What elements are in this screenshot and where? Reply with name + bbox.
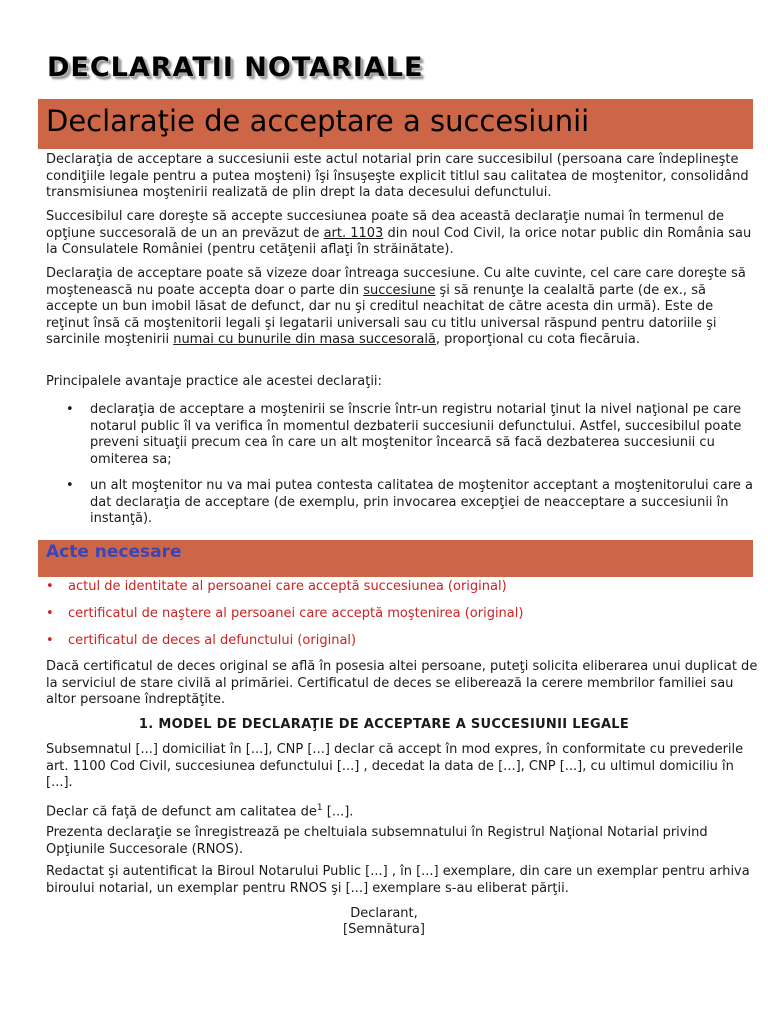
bullet-glyph: • <box>66 402 74 417</box>
acte-item: certificatul de deces al defunctului (original) <box>68 633 357 648</box>
model-paragraph-2-end: [...]. <box>322 804 354 820</box>
model-paragraph-4: Redactat şi autentificat la Biroul Notarului Public [...] , în [...] exemplare, din care un exemplar pentru arhiva biroului notarial, un exemplar pentru RNOS şi [...] exemplare s-au eliberat părţii. <box>46 864 750 896</box>
model-paragraph-2 <box>46 800 758 821</box>
scope-paragraph-text-3: , proporţional cu cota fiecăruia. <box>435 332 641 347</box>
succesiune-link[interactable]: succesiune <box>363 282 436 298</box>
signature-placeholder: [Semnătura] <box>343 922 425 937</box>
art-1103-link[interactable]: art. 1103 <box>323 225 384 241</box>
advantage-item: un alt moştenitor nu va mai putea contesta calitatea de moştenitor acceptant a moştenitorului care a dat declaraţia de acceptare (de exemplu, prin invocarea excepţiei de neacceptare a succesiunii în instanţă). <box>90 478 753 526</box>
main-title: DECLARATII NOTARIALE <box>47 52 424 83</box>
acte-item: actul de identitate al persoanei care acceptă succesiunea (original) <box>68 579 507 594</box>
term-paragraph-text-2: din noul Cod Civil, la orice notar public din România sau la Consulatele României (pentru cetăţenii aflaţi în străinătate). <box>46 225 752 257</box>
footnote-marker[interactable]: 1 <box>316 803 323 813</box>
bullet-glyph: • <box>46 606 54 621</box>
section-title: Declaraţie de acceptare a succesiunii <box>46 104 590 138</box>
acte-necesare-title: Acte necesare <box>46 542 182 562</box>
deces-paragraph: Dacă certificatul de deces original se află în posesia altei persoane, puteţi solicita eliberarea unui duplicat de la serviciul de stare civilă al primăriei. Certificatul de deces se eliberează la cerere membrilor familiei sau altor persoane îndreptăţite. <box>46 659 758 707</box>
model-paragraph-3: Prezenta declaraţie se înregistrează pe cheltuiala subsemnatului în Registrul Naţional Notarial privind Opţiunile Succesorale (RNOS). <box>46 825 708 857</box>
section-title-banner <box>38 99 753 149</box>
advantages-intro: Principalele avantaje practice ale acestei declaraţii: <box>46 374 382 389</box>
scope-paragraph <box>46 266 758 349</box>
advantage-item: declaraţia de acceptare a moştenirii se înscrie într-un registru notarial ţinut la nivel naţional pe care notarul public îl va verifica în momentul dezbaterii succesiunii defunctului. Astfel, succesibilul poate preveni situaţii precum cea în care un alt moştenitor încearcă să facă dezbaterea succesiunii cu omiterea sa; <box>90 402 742 467</box>
model-title: 1. MODEL DE DECLARAŢIE DE ACCEPTARE A SUCCESIUNII LEGALE <box>138 717 630 732</box>
masa-succesorala-link[interactable]: numai cu bunurile din masa succesorală <box>173 332 436 347</box>
intro-paragraph: Declaraţia de acceptare a succesiunii este actul notarial prin care succesibilul (persoana care îndeplineşte condiţiile legale pentru a putea moşteni) îşi însuşeşte explicit titlul sau calitatea de moştenitor, consolidând transmisiunea moştenirii realizată de plin drept la data decesului defunctului. <box>46 152 749 200</box>
acte-necesare-banner <box>38 540 753 577</box>
signature-label: Declarant, <box>350 906 418 921</box>
model-paragraph-1: Subsemnatul [...] domiciliat în [...], CNP [...] declar că accept în mod expres, în conformitate cu prevederile art. 1100 Cod Civil, succesiunea defunctului [...] , decedat la data de [...], CNP [...], cu ultimul domiciliu în [...]. <box>46 742 744 790</box>
term-paragraph-text-1: Succesibilul care doreşte să accepte succesiunea poate să dea această declaraţie numai în termenul de opţiune succesorală de un an prevăzut de <box>46 209 725 241</box>
scope-paragraph-text-2: şi să renunţe la cealaltă parte (de ex., să accepte un bun imobil lăsat de defunct, dar nu şi creditul neachitat de către acesta din urmă). Este de reţinut însă că moştenitorii legali şi legatarii universali sau cu titlu universal răspund pentru datoriile şi sarcinile moştenirii <box>46 282 717 347</box>
term-paragraph <box>46 209 758 259</box>
scope-paragraph-text-1: Declaraţia de acceptare poate să vizeze doar întreaga succesiune. Cu alte cuvinte, cel care care doreşte să moştenească nu poate accepta doar o parte din <box>46 266 746 298</box>
model-paragraph-2-text: Declar că faţă de defunct am calitatea de <box>46 804 317 820</box>
acte-item: certificatul de naştere al persoanei care acceptă moştenirea (original) <box>68 606 524 621</box>
bullet-glyph: • <box>46 579 54 594</box>
bullet-glyph: • <box>46 633 54 648</box>
bullet-glyph: • <box>66 478 74 493</box>
